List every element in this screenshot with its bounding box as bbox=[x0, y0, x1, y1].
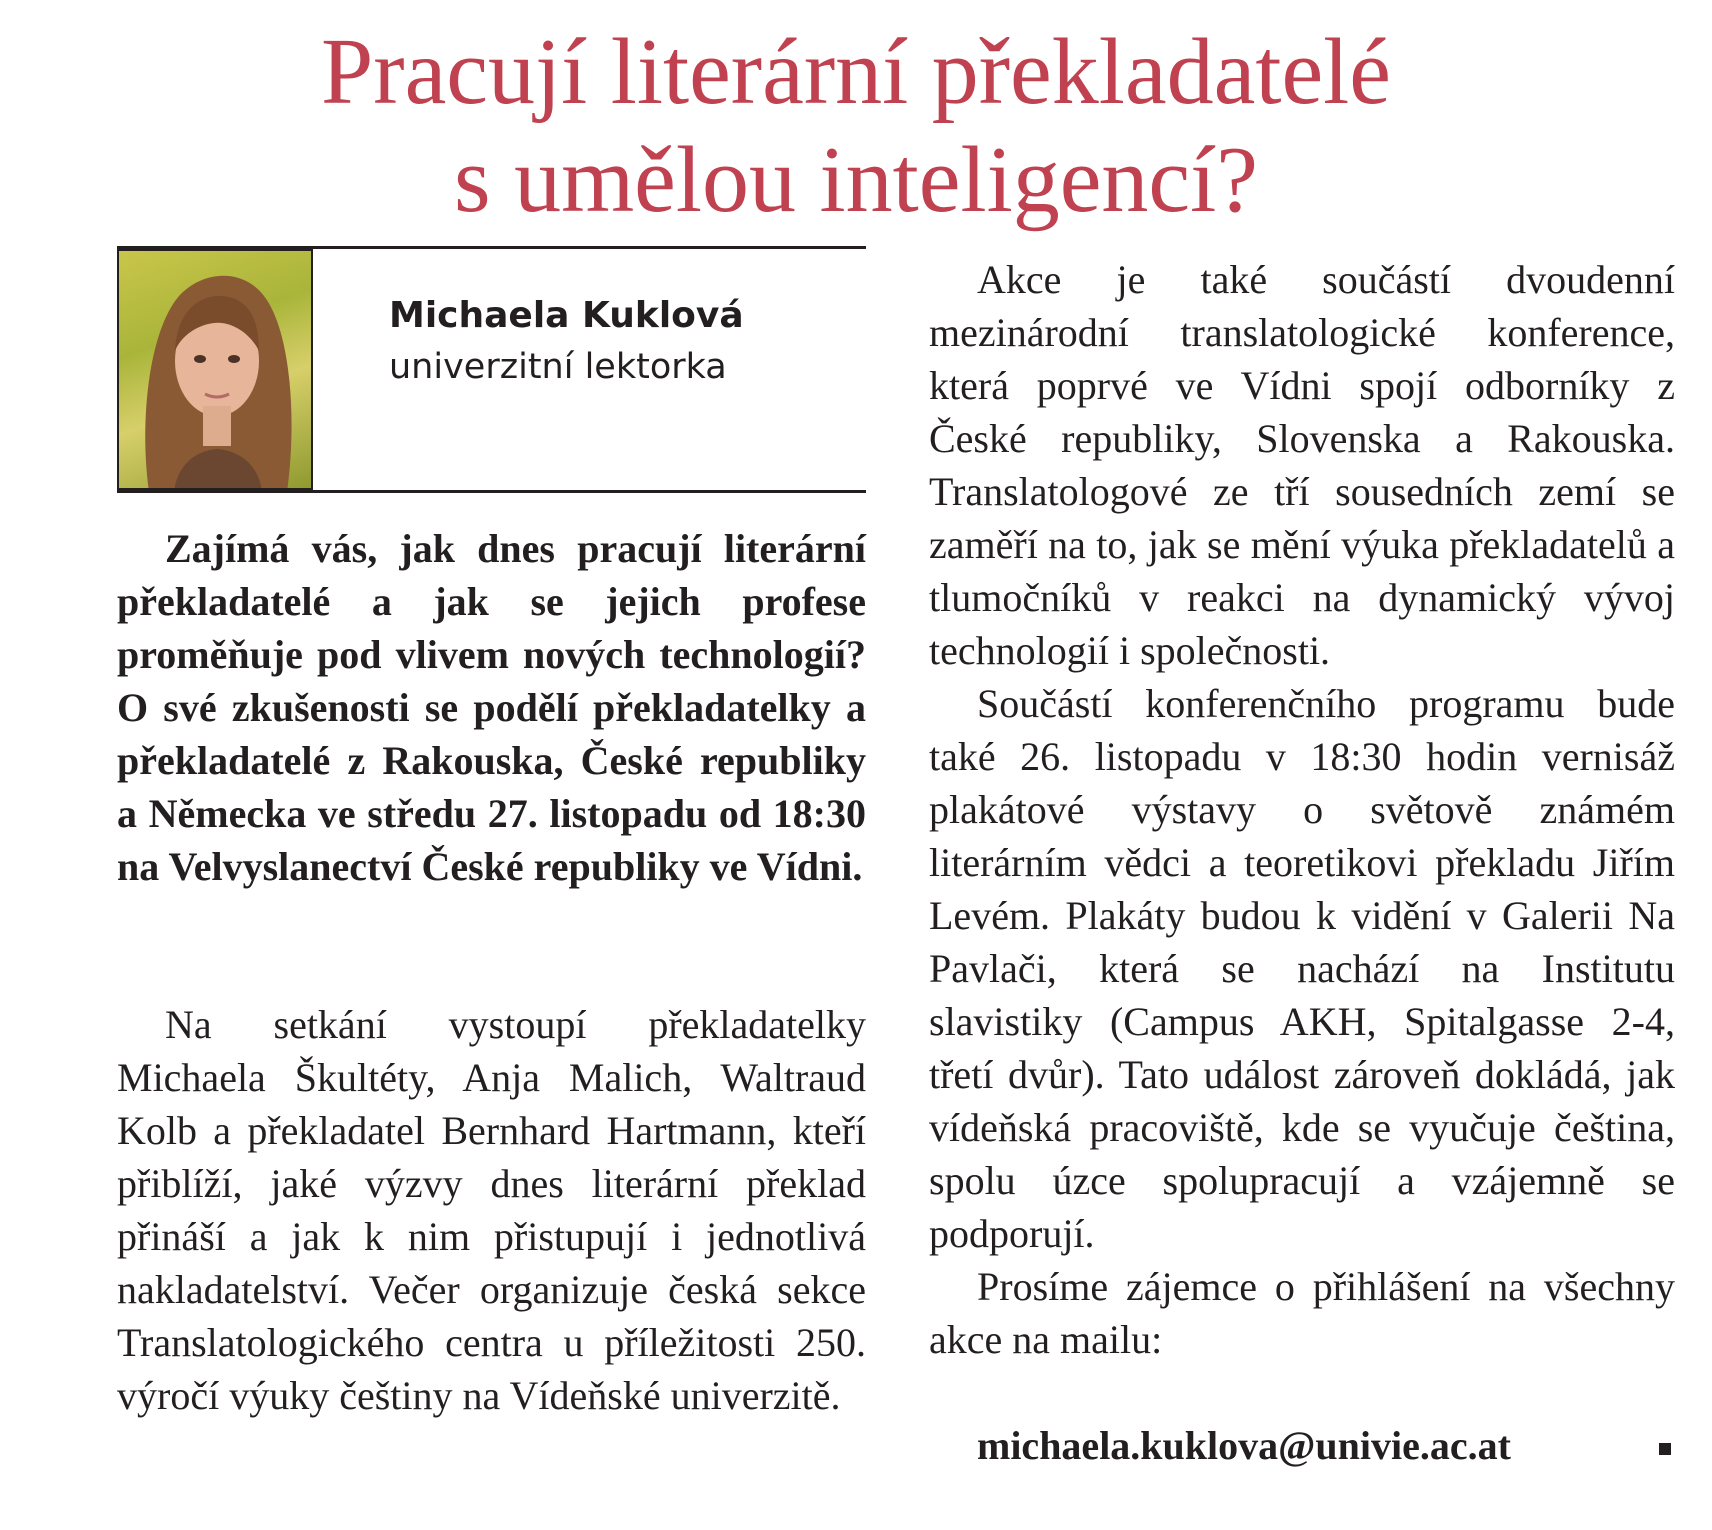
author-role: univerzitní lektorka bbox=[389, 347, 727, 387]
author-photo bbox=[117, 249, 313, 490]
title-line-1: Pracují literární překladatelé bbox=[320, 20, 1392, 124]
portrait-illustration bbox=[119, 251, 313, 490]
left-column-body bbox=[117, 998, 866, 1422]
paragraph-registration: Prosíme zájemce o přihlášení na všechny akce na mailu: bbox=[929, 1264, 1675, 1362]
end-of-article-mark bbox=[1659, 1443, 1671, 1455]
contact-email[interactable]: michaela.kuklova@univie.ac.at bbox=[977, 1423, 1511, 1468]
lead-paragraph bbox=[117, 522, 866, 893]
paragraph-conference: Akce je také součástí dvoudenní mezinárodní translatologické konference, která poprvé ve Vídni spojí odborníky z České republiky, Slovenska a Rakouska. Translatologové ze tří sousedních zemí se zaměří na to, jak se mění výuka překladatelů a tlumočníků v reakci na dynamický vývoj technologií i společnosti. bbox=[929, 257, 1675, 673]
right-column-body bbox=[929, 253, 1675, 1366]
title-line-2: s umělou inteligencí? bbox=[453, 128, 1258, 232]
paragraph-exhibition: Součástí konferenčního programu bude také 26. listopadu v 18:30 hodin vernisáž plakátové výstavy o světově známém literárním vědci a teoretikovi překladu Jiřím Levém. Plakáty budou k vidění v Galerii Na Pavlači, která se nachází na Institutu slavistiky (Campus AKH, Spitalgasse 2-4, třetí dvůr). Tato událost zároveň dokládá, jak vídeňská pracoviště, kde se vyučuje čeština, spolu úzce spolupracují a vzájemně se podporují. bbox=[929, 681, 1675, 1256]
lead-text: Zajímá vás, jak dnes pracují literární překladatelé a jak se jejich profese proměňuje pod vlivem nových technologií? O své zkušenosti se podělí překladatelky a překladatelé z Rakouska, České republiky a Německa ve středu 27. listopadu od 18:30 na Velvyslanectví České republiky ve Vídni. bbox=[117, 526, 866, 889]
paragraph-speakers: Na setkání vystoupí překladatelky Michaela Škultéty, Anja Malich, Waltraud Kolb a překladatel Bernhard Hartmann, kteří přiblíží, jaké výzvy dnes literární překlad přináší a jak k nim přistupují i jednotlivá nakladatelství. Večer organizuje česká sekce Translatologického centra u příležitosti 250. výročí výuky češtiny na Vídeňské univerzitě. bbox=[117, 1002, 866, 1418]
article-title bbox=[0, 18, 1712, 234]
author-box bbox=[117, 246, 866, 493]
author-name: Michaela Kuklová bbox=[389, 295, 744, 336]
